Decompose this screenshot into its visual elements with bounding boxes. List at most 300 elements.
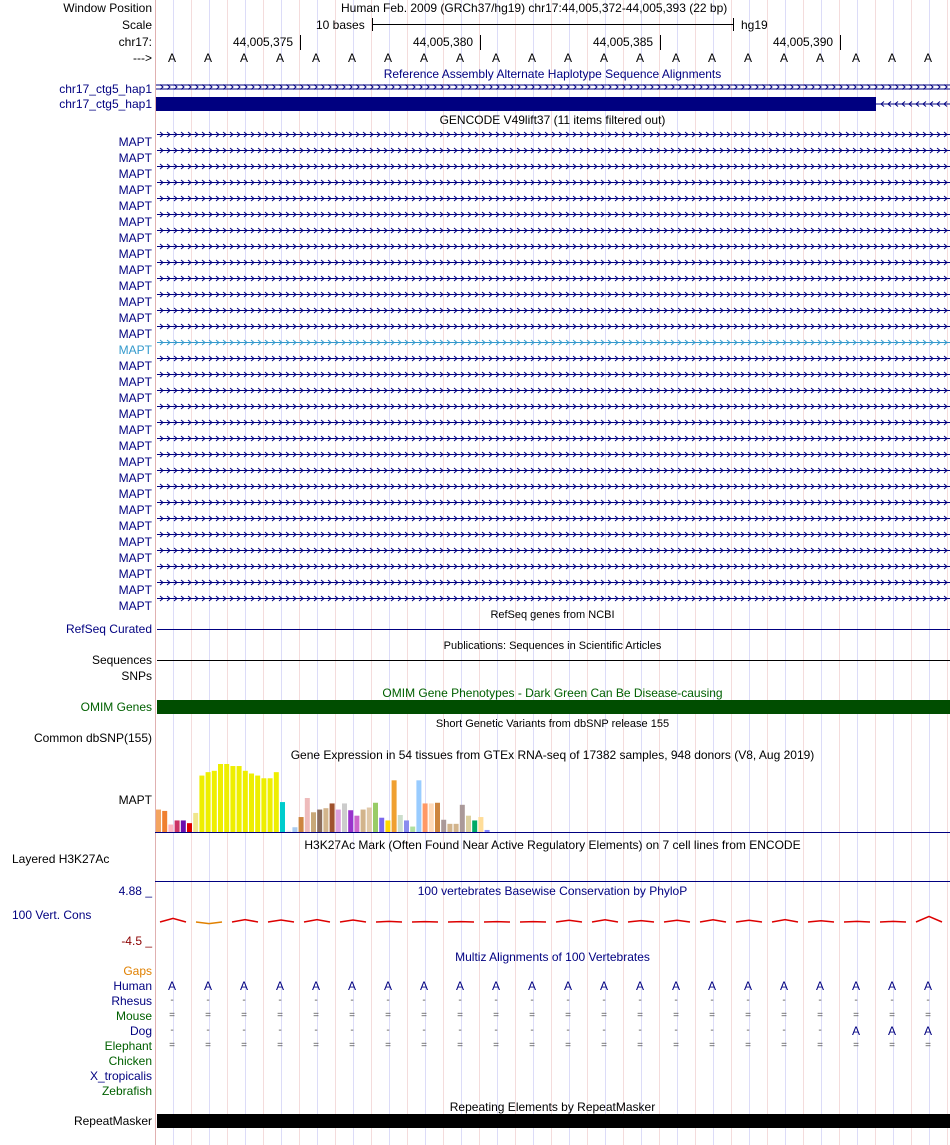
base-letter: A bbox=[851, 51, 860, 65]
multiz-base: = bbox=[169, 1040, 175, 1051]
multiz-species-label[interactable]: Zebrafish bbox=[101, 1084, 152, 1098]
multiz-species-label[interactable]: Chicken bbox=[108, 1054, 152, 1068]
base-letter: A bbox=[887, 51, 896, 65]
multiz-base: = bbox=[601, 1040, 607, 1051]
gtex-tissue-bar bbox=[466, 816, 471, 832]
coord-tick bbox=[660, 35, 661, 50]
multiz-base: - bbox=[638, 1025, 642, 1036]
multiz-base: = bbox=[637, 1040, 643, 1051]
base-letter: A bbox=[167, 51, 176, 65]
gencode-transcript-feature bbox=[157, 420, 950, 425]
h3k27ac-label[interactable]: Layered H3K27Ac bbox=[12, 852, 110, 866]
gtex-tissue-bar bbox=[392, 780, 397, 832]
multiz-base: = bbox=[385, 1010, 391, 1021]
gencode-transcript-label[interactable]: MAPT bbox=[118, 455, 152, 469]
gencode-transcript-label[interactable]: MAPT bbox=[118, 279, 152, 293]
multiz-base: - bbox=[458, 995, 462, 1006]
gencode-transcript-feature bbox=[157, 404, 950, 409]
omim-title[interactable]: OMIM Gene Phenotypes - Dark Green Can Be Disease-causing bbox=[382, 686, 723, 700]
multiz-base: A bbox=[851, 1024, 860, 1038]
gencode-transcript-label[interactable]: MAPT bbox=[118, 391, 152, 405]
gencode-transcript-feature bbox=[157, 340, 950, 345]
gtex-tissue-bar bbox=[336, 810, 341, 832]
multiz-base: - bbox=[386, 1025, 390, 1036]
multiz-base: - bbox=[422, 1025, 426, 1036]
gtex-tissue-bar bbox=[379, 818, 384, 832]
base-letter: A bbox=[275, 51, 284, 65]
gencode-transcript-label[interactable]: MAPT bbox=[118, 311, 152, 325]
gencode-transcript-feature bbox=[157, 308, 950, 313]
conservation-score-mark bbox=[160, 918, 186, 922]
gtex-tissue-bar bbox=[472, 820, 477, 832]
multiz-base: - bbox=[242, 995, 246, 1006]
multiz-base: = bbox=[421, 1010, 427, 1021]
scale-bar-left-end bbox=[372, 18, 373, 31]
gtex-tissue-bar bbox=[181, 820, 186, 832]
multiz-base: - bbox=[638, 995, 642, 1006]
conservation-score-mark bbox=[664, 920, 690, 922]
coord-tick-label: 44,005,380 bbox=[413, 35, 474, 49]
window-position-value: Human Feb. 2009 (GRCh37/hg19) chr17:44,005,372-44,005,393 (22 bp) bbox=[341, 1, 728, 15]
multiz-base: A bbox=[635, 979, 644, 993]
multiz-base: = bbox=[349, 1040, 355, 1051]
multiz-base: - bbox=[818, 995, 822, 1006]
refseq-label[interactable]: RefSeq Curated bbox=[65, 622, 152, 636]
multiz-base: - bbox=[170, 995, 174, 1006]
gencode-transcript-label[interactable]: MAPT bbox=[118, 231, 152, 245]
gtex-tissue-bar bbox=[361, 810, 366, 832]
conservation-score-mark bbox=[196, 922, 222, 924]
multiz-base: - bbox=[242, 1025, 246, 1036]
gencode-transcript-feature bbox=[157, 260, 950, 265]
base-letter: A bbox=[743, 51, 752, 65]
gencode-transcript-label[interactable]: MAPT bbox=[118, 215, 152, 229]
base-letter: A bbox=[491, 51, 500, 65]
publications-title[interactable]: Publications: Sequences in Scientific Articles bbox=[443, 640, 662, 652]
base-letter: A bbox=[635, 51, 644, 65]
gencode-transcript-feature bbox=[157, 148, 950, 153]
conservation-score-mark bbox=[844, 921, 870, 922]
gencode-transcript-feature bbox=[157, 356, 950, 361]
gtex-tissue-bar bbox=[485, 830, 490, 832]
conservation-label[interactable]: 100 Vert. Cons bbox=[12, 908, 92, 922]
gtex-tissue-bar bbox=[230, 766, 235, 832]
multiz-base: - bbox=[782, 1025, 786, 1036]
gtex-bar-chart[interactable] bbox=[155, 762, 950, 836]
alt-haplotype-features[interactable] bbox=[155, 80, 950, 112]
multiz-base: = bbox=[277, 1010, 283, 1021]
multiz-base: A bbox=[527, 979, 536, 993]
gtex-tissue-bar bbox=[280, 802, 285, 832]
gtex-tissue-bar bbox=[435, 803, 440, 832]
conservation-score-mark bbox=[880, 921, 906, 922]
gencode-transcript-label[interactable]: MAPT bbox=[118, 599, 152, 613]
base-letter: A bbox=[311, 51, 320, 65]
gencode-transcript-feature bbox=[157, 516, 950, 521]
gtex-tissue-bar bbox=[441, 820, 446, 832]
gencode-transcript-label[interactable]: MAPT bbox=[118, 199, 152, 213]
multiz-base: - bbox=[422, 995, 426, 1006]
gtex-tissue-bar bbox=[423, 803, 428, 832]
multiz-base: - bbox=[710, 995, 714, 1006]
multiz-base: = bbox=[169, 1010, 175, 1021]
gencode-transcript-feature bbox=[157, 292, 950, 297]
multiz-base: = bbox=[853, 1040, 859, 1051]
gtex-tissue-bar bbox=[342, 803, 347, 832]
gencode-transcript-feature bbox=[157, 212, 950, 217]
gencode-transcript-feature bbox=[157, 372, 950, 377]
gtex-tissue-bar bbox=[348, 810, 353, 832]
multiz-base: - bbox=[278, 1025, 282, 1036]
publications-sequences-label[interactable]: Sequences bbox=[91, 653, 152, 667]
multiz-base: - bbox=[818, 1025, 822, 1036]
gencode-transcript-label[interactable]: MAPT bbox=[118, 471, 152, 485]
multiz-base: = bbox=[781, 1040, 787, 1051]
multiz-base: = bbox=[565, 1040, 571, 1051]
multiz-base: - bbox=[782, 995, 786, 1006]
multiz-base: = bbox=[457, 1010, 463, 1021]
multiz-base: A bbox=[743, 979, 752, 993]
multiz-base: = bbox=[313, 1010, 319, 1021]
multiz-base: = bbox=[925, 1010, 931, 1021]
base-letter: A bbox=[563, 51, 572, 65]
gencode-transcript-label[interactable]: MAPT bbox=[118, 263, 152, 277]
gtex-tissue-bar bbox=[478, 817, 483, 832]
gencode-transcript-label[interactable]: MAPT bbox=[118, 423, 152, 437]
multiz-base: - bbox=[206, 995, 210, 1006]
scale-bar bbox=[372, 24, 733, 25]
conservation-title[interactable]: 100 vertebrates Basewise Conservation by PhyloP bbox=[417, 884, 688, 898]
multiz-base: = bbox=[817, 1010, 823, 1021]
gencode-title[interactable]: GENCODE V49lift37 (11 items filtered out) bbox=[439, 113, 666, 127]
strand-arrow-label: ---> bbox=[133, 51, 152, 65]
conservation-score-mark bbox=[628, 921, 654, 922]
conservation-score-mark bbox=[340, 920, 366, 922]
conservation-score-mark bbox=[556, 920, 582, 922]
gtex-tissue-bar bbox=[261, 778, 266, 832]
gtex-tissue-bar bbox=[460, 805, 465, 832]
base-letter: A bbox=[527, 51, 536, 65]
multiz-title[interactable]: Multiz Alignments of 100 Vertebrates bbox=[455, 950, 650, 964]
gtex-tissue-bar bbox=[429, 803, 434, 832]
multiz-species-label[interactable]: X_tropicalis bbox=[89, 1069, 152, 1083]
multiz-base: - bbox=[710, 1025, 714, 1036]
conservation-min-label: -4.5 _ bbox=[121, 934, 152, 948]
gtex-tissue-bar bbox=[385, 820, 390, 832]
multiz-species-label[interactable]: Elephant bbox=[104, 1039, 152, 1053]
multiz-base: A bbox=[383, 979, 392, 993]
gencode-transcript-feature bbox=[157, 532, 950, 537]
gencode-transcript-label[interactable]: MAPT bbox=[118, 407, 152, 421]
gencode-transcript-label[interactable]: MAPT bbox=[118, 551, 152, 565]
coord-tick-label: 44,005,375 bbox=[233, 35, 294, 49]
gtex-tissue-bar bbox=[416, 780, 421, 832]
publications-snps-label[interactable]: SNPs bbox=[121, 669, 152, 683]
gencode-transcript-feature bbox=[157, 452, 950, 457]
gencode-transcript-feature bbox=[157, 244, 950, 249]
gencode-transcript-label[interactable]: MAPT bbox=[118, 183, 152, 197]
gtex-tissue-bar bbox=[305, 798, 310, 832]
multiz-base: A bbox=[599, 979, 608, 993]
base-letter: A bbox=[203, 51, 212, 65]
multiz-base: = bbox=[817, 1040, 823, 1051]
base-letter: A bbox=[923, 51, 932, 65]
multiz-base: - bbox=[494, 995, 498, 1006]
gencode-transcript-feature bbox=[157, 548, 950, 553]
multiz-base: A bbox=[707, 979, 716, 993]
assembly-label: hg19 bbox=[741, 18, 768, 32]
gtex-tissue-bar bbox=[299, 817, 304, 832]
multiz-base: - bbox=[170, 1025, 174, 1036]
gtex-tissue-bar bbox=[454, 824, 459, 832]
multiz-species-label[interactable]: Gaps bbox=[123, 964, 152, 978]
gencode-transcript-feature bbox=[157, 500, 950, 505]
multiz-base: - bbox=[530, 995, 534, 1006]
conservation-score-mark bbox=[736, 920, 762, 922]
multiz-species-label[interactable]: Rhesus bbox=[111, 994, 152, 1008]
repeatmasker-feature-bar[interactable] bbox=[157, 1114, 950, 1128]
gtex-tissue-bar bbox=[212, 771, 217, 832]
gtex-tissue-bar bbox=[255, 776, 260, 832]
multiz-base: = bbox=[673, 1010, 679, 1021]
multiz-base: - bbox=[566, 1025, 570, 1036]
multiz-base: A bbox=[887, 1024, 896, 1038]
gencode-transcript-label[interactable]: MAPT bbox=[118, 487, 152, 501]
multiz-base: A bbox=[491, 979, 500, 993]
gtex-tissue-bar bbox=[187, 823, 192, 832]
conservation-score-mark bbox=[376, 921, 402, 922]
multiz-base: = bbox=[241, 1010, 247, 1021]
multiz-base: A bbox=[815, 979, 824, 993]
gtex-tissue-bar bbox=[243, 771, 248, 832]
coord-tick bbox=[840, 35, 841, 50]
scale-text: 10 bases bbox=[316, 18, 365, 32]
multiz-base: = bbox=[637, 1010, 643, 1021]
gtex-tissue-bar bbox=[354, 816, 359, 832]
multiz-base: = bbox=[853, 1010, 859, 1021]
dbsnp-label[interactable]: Common dbSNP(155) bbox=[33, 731, 152, 745]
multiz-base: = bbox=[385, 1040, 391, 1051]
gtex-tissue-bar bbox=[268, 778, 273, 832]
multiz-base: - bbox=[674, 1025, 678, 1036]
multiz-base: - bbox=[458, 1025, 462, 1036]
conservation-score-mark bbox=[232, 920, 258, 922]
repeatmasker-label[interactable]: RepeatMasker bbox=[73, 1114, 152, 1128]
multiz-base: A bbox=[311, 979, 320, 993]
gtex-tissue-bar bbox=[199, 776, 204, 832]
gencode-transcript-label[interactable]: MAPT bbox=[118, 343, 152, 357]
multiz-base: - bbox=[314, 995, 318, 1006]
multiz-base: A bbox=[671, 979, 680, 993]
gencode-transcript-feature bbox=[157, 196, 950, 201]
multiz-base: - bbox=[890, 995, 894, 1006]
alt-haplotype-title[interactable]: Reference Assembly Alternate Haplotype Sequence Alignments bbox=[383, 67, 722, 81]
gencode-transcript-feature bbox=[157, 580, 950, 585]
gencode-transcript-label[interactable]: MAPT bbox=[118, 567, 152, 581]
gencode-transcript-feature bbox=[157, 388, 950, 393]
multiz-base: A bbox=[455, 979, 464, 993]
dbsnp-title[interactable]: Short Genetic Variants from dbSNP release 155 bbox=[435, 718, 670, 730]
gencode-transcript-label[interactable]: MAPT bbox=[118, 295, 152, 309]
multiz-base: = bbox=[745, 1010, 751, 1021]
gencode-transcript-label[interactable]: MAPT bbox=[118, 359, 152, 373]
alt-haplotype-label[interactable]: chr17_ctg5_hap1 bbox=[59, 97, 152, 111]
multiz-base: = bbox=[889, 1040, 895, 1051]
omim-label[interactable]: OMIM Genes bbox=[80, 700, 152, 714]
multiz-base: = bbox=[925, 1040, 931, 1051]
multiz-base: - bbox=[350, 1025, 354, 1036]
multiz-species-label[interactable]: Human bbox=[113, 979, 152, 993]
multiz-base: A bbox=[779, 979, 788, 993]
multiz-base: - bbox=[674, 995, 678, 1006]
gtex-tissue-bar bbox=[447, 824, 452, 832]
base-letter: A bbox=[383, 51, 392, 65]
multiz-base: = bbox=[421, 1040, 427, 1051]
multiz-base: = bbox=[745, 1040, 751, 1051]
gtex-tissue-bar bbox=[410, 827, 415, 832]
base-letter: A bbox=[671, 51, 680, 65]
gencode-transcripts[interactable] bbox=[155, 128, 950, 608]
chrom-label: chr17: bbox=[118, 35, 152, 49]
gencode-transcript-feature bbox=[157, 596, 950, 601]
gtex-tissue-bar bbox=[367, 808, 372, 832]
multiz-base: - bbox=[854, 995, 858, 1006]
gencode-transcript-label[interactable]: MAPT bbox=[118, 439, 152, 453]
multiz-base: - bbox=[746, 995, 750, 1006]
refseq-title[interactable]: RefSeq genes from NCBI bbox=[490, 609, 615, 621]
gtex-tissue-bar bbox=[206, 772, 211, 832]
gencode-transcript-feature bbox=[157, 132, 950, 137]
multiz-base: = bbox=[601, 1010, 607, 1021]
multiz-base: - bbox=[746, 1025, 750, 1036]
multiz-base: A bbox=[563, 979, 572, 993]
multiz-base: A bbox=[167, 979, 176, 993]
gtex-tissue-bar bbox=[237, 766, 242, 832]
multiz-base: - bbox=[278, 995, 282, 1006]
multiz-base: A bbox=[203, 979, 212, 993]
gencode-transcript-label[interactable]: MAPT bbox=[118, 503, 152, 517]
multiz-base: A bbox=[239, 979, 248, 993]
multiz-base: A bbox=[419, 979, 428, 993]
gtex-tissue-bar bbox=[373, 803, 378, 832]
conservation-score-mark bbox=[592, 920, 618, 922]
window-position-label: Window Position bbox=[63, 1, 152, 15]
h3k27ac-baseline bbox=[155, 881, 950, 882]
multiz-base: = bbox=[673, 1040, 679, 1051]
multiz-base: A bbox=[851, 979, 860, 993]
gtex-tissue-bar bbox=[224, 764, 229, 832]
conservation-score-mark bbox=[808, 921, 834, 922]
gencode-transcript-feature bbox=[157, 276, 950, 281]
multiz-species-label[interactable]: Dog bbox=[129, 1024, 152, 1038]
multiz-base: A bbox=[923, 1024, 932, 1038]
gtex-tissue-bar bbox=[193, 813, 198, 832]
gencode-transcript-label[interactable]: MAPT bbox=[118, 375, 152, 389]
h3k27ac-title[interactable]: H3K27Ac Mark (Often Found Near Active Regulatory Elements) on 7 cell lines from ENCODE bbox=[304, 838, 801, 852]
multiz-base: = bbox=[565, 1010, 571, 1021]
gencode-transcript-feature bbox=[157, 164, 950, 169]
base-letter: A bbox=[239, 51, 248, 65]
gtex-tissue-bar bbox=[398, 815, 403, 832]
gencode-transcript-feature bbox=[157, 228, 950, 233]
coord-tick bbox=[300, 35, 301, 50]
multiz-base: = bbox=[349, 1010, 355, 1021]
multiz-base: - bbox=[602, 995, 606, 1006]
multiz-species-label[interactable]: Mouse bbox=[115, 1009, 152, 1023]
gencode-transcript-feature bbox=[157, 180, 950, 185]
multiz-base: - bbox=[350, 995, 354, 1006]
gencode-transcript-feature bbox=[157, 324, 950, 329]
gtex-tissue-bar bbox=[311, 812, 316, 832]
gtex-tissue-bar bbox=[218, 764, 223, 832]
conservation-score-mark bbox=[700, 920, 726, 922]
alt-haplotype-label[interactable]: chr17_ctg5_hap1 bbox=[59, 82, 152, 96]
conservation-score-mark bbox=[916, 916, 942, 922]
base-letter: A bbox=[347, 51, 356, 65]
gtex-title[interactable]: Gene Expression in 54 tissues from GTEx RNA-seq of 17382 samples, 948 donors (V8, Aug 2019) bbox=[290, 748, 815, 762]
multiz-base: - bbox=[530, 1025, 534, 1036]
multiz-base: = bbox=[529, 1010, 535, 1021]
gencode-transcript-feature bbox=[157, 484, 950, 489]
gtex-tissue-bar bbox=[323, 808, 328, 832]
gencode-transcript-label[interactable]: MAPT bbox=[118, 135, 152, 149]
conservation-max-label: 4.88 _ bbox=[118, 884, 152, 898]
gencode-transcript-label[interactable]: MAPT bbox=[118, 519, 152, 533]
conservation-plot[interactable] bbox=[155, 900, 950, 940]
gtex-tissue-bar bbox=[330, 803, 335, 832]
conservation-score-mark bbox=[268, 920, 294, 922]
refseq-feature-line[interactable] bbox=[157, 629, 950, 630]
multiz-base: A bbox=[923, 979, 932, 993]
gtex-tissue-bar bbox=[175, 820, 180, 832]
gtex-tissue-bar bbox=[168, 825, 173, 832]
base-letter: A bbox=[599, 51, 608, 65]
scale-bar-right-end bbox=[733, 18, 734, 31]
multiz-base: - bbox=[206, 1025, 210, 1036]
gencode-transcript-label[interactable]: MAPT bbox=[118, 535, 152, 549]
gencode-transcript-label[interactable]: MAPT bbox=[118, 151, 152, 165]
base-letter: A bbox=[779, 51, 788, 65]
gtex-label[interactable]: MAPT bbox=[118, 793, 152, 807]
repeatmasker-title[interactable]: Repeating Elements by RepeatMasker bbox=[449, 1100, 656, 1114]
multiz-base: = bbox=[493, 1010, 499, 1021]
multiz-base: = bbox=[889, 1010, 895, 1021]
gencode-transcript-label[interactable]: MAPT bbox=[118, 247, 152, 261]
gencode-transcript-label[interactable]: MAPT bbox=[118, 327, 152, 341]
multiz-base: = bbox=[493, 1040, 499, 1051]
gtex-tissue-bar bbox=[286, 831, 291, 832]
coord-tick bbox=[480, 35, 481, 50]
multiz-base: = bbox=[277, 1040, 283, 1051]
multiz-base: = bbox=[781, 1010, 787, 1021]
publications-feature-line[interactable] bbox=[157, 660, 950, 661]
multiz-base: = bbox=[709, 1040, 715, 1051]
gtex-tissue-bar bbox=[404, 820, 409, 832]
gencode-transcript-label[interactable]: MAPT bbox=[118, 583, 152, 597]
multiz-base: = bbox=[709, 1010, 715, 1021]
gtex-tissue-bar bbox=[162, 811, 167, 832]
conservation-score-mark bbox=[304, 920, 330, 922]
omim-feature-bar[interactable] bbox=[157, 700, 950, 714]
coord-tick-label: 44,005,385 bbox=[593, 35, 654, 49]
gtex-tissue-bar bbox=[274, 772, 279, 832]
gencode-transcript-feature bbox=[157, 468, 950, 473]
multiz-base: - bbox=[386, 995, 390, 1006]
multiz-base: - bbox=[494, 1025, 498, 1036]
scale-label: Scale bbox=[121, 18, 152, 32]
multiz-base: = bbox=[457, 1040, 463, 1051]
gencode-transcript-label[interactable]: MAPT bbox=[118, 167, 152, 181]
